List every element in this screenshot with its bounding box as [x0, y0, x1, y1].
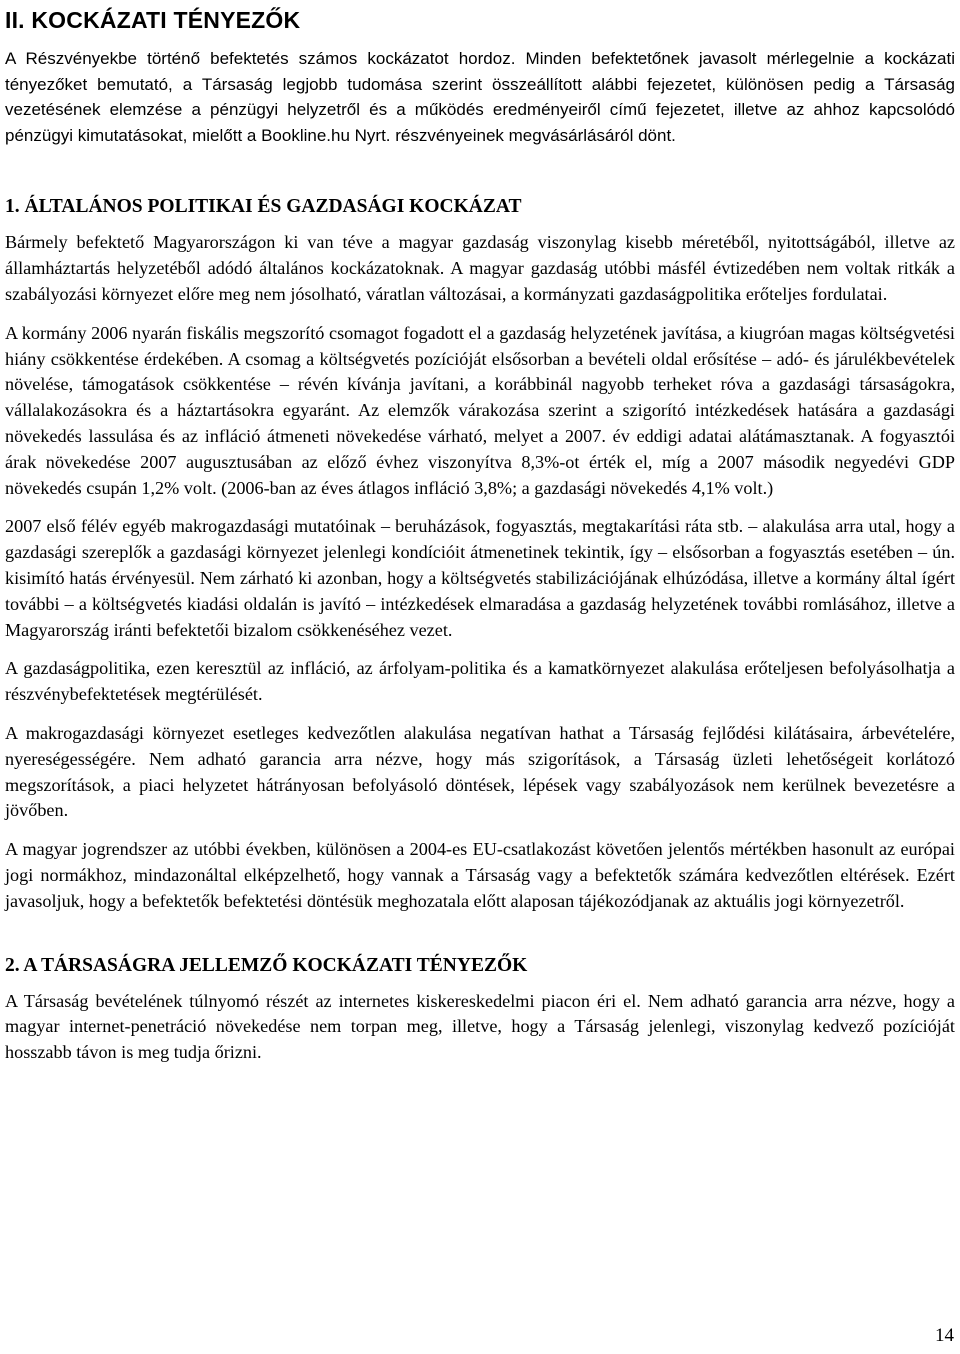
section-1-paragraph: A magyar jogrendszer az utóbbi években, különösen a 2004-es EU-csatlakozást követően jelentős mértékben hasonult az európai jogi normákhoz, mindazonáltal elképzelhető, hogy vannak a Társaság vagy a befektetők számára kedvezőtlen eltérések. Ezért javasoljuk, hogy a befektetők befektetési döntésük meghozatala előtt alaposan tájékozódjanak az aktuális jogi környezetről. [5, 839, 955, 911]
chapter-intro: A Részvényekbe történő befektetés számos kockázatot hordoz. Minden befektetőnek javasolt mérlegelnie a kockázati tényezőket bemutató, a Társaság legjobb tudomása szerint összeállított alábbi fejezetet, különösen pedig a Társaság vezetésének elemzése a pénzügyi helyzetről és a működés eredményeiről című fejezetet, illetve az ahhoz kapcsolódó pénzügyi kimutatásokat, mielőtt a Bookline.hu Nyrt. részvényeinek megvásárlásáról dönt. [5, 49, 955, 145]
section-1-paragraph: A gazdaságpolitika, ezen keresztül az infláció, az árfolyam-politika és a kamatkörnyezet alakulása erőteljesen befolyásolhatja a részvénybefektetések megtérülését. [5, 658, 955, 705]
section-1-paragraph: 2007 első félév egyéb makrogazdasági mutatóinak – beruházások, fogyasztás, megtakarítási ráta stb. – alakulása arra utal, hogy a gazdasági szereplők a gazdasági környezet jelenlegi kondícióit átmenetinek tekintik, így – elsősorban a fogyasztás esetében – ún. kisimító hatás érvényesül. Nem zárható ki azonban, hogy a költségvetés stabilizációjának elhúzódása, illetve a kormány által ígért további – a költségvetés kiadási oldalán is javító – intézkedések elmaradása a gazdaság helyzetének további romlásához, illetve a Magyarország iránti befektetői bizalom csökkenéséhez vezet. [5, 516, 955, 640]
section-2-paragraph: A Társaság bevételének túlnyomó részét az internetes kiskereskedelmi piacon éri el. Nem adható garancia arra nézve, hogy a magyar internet-penetráció növekedése nem torpan meg, illetve, hogy a Társaság jelenlegi, viszonylag kedvező pozícióját hosszabb távon is meg tudja őrizni. [5, 990, 955, 1063]
document-page [5, 0, 955, 1066]
section-1-paragraph: Bármely befektető Magyarországon ki van téve a magyar gazdaság viszonylag kisebb méretéből, nyitottságából, illetve az államháztartás helyzetéből adódó általános kockázatoknak. A magyar gazdaság utóbbi másfél évtizedében nem voltak ritkák a szabályozási környezet előre meg nem jósolható, váratlan változásai, a kormányzati gazdaságpolitika erőteljes fordulatai. [5, 232, 955, 304]
section-1-paragraph: A makrogazdasági környezet esetleges kedvezőtlen alakulása negatívan hathat a Társaság fejlődési kilátásaira, árbevételére, nyereségességére. Nem adható garancia arra nézve, hogy más szigorítások, a Társaság üzleti lehetőségeit korlátozó megszorítások, a piaci helyzetet hátrányosan befolyásoló döntések, lépések vagy szabályozások nem kerülnek bevezetésre a jövőben. [5, 722, 955, 821]
section-1-title: 1. ÁLTALÁNOS POLITIKAI ÉS GAZDASÁGI KOCKÁZAT [5, 196, 522, 218]
section-2-title: 2. A TÁRSASÁGRA JELLEMZŐ KOCKÁZATI TÉNYEZŐK [5, 954, 528, 976]
section-1-paragraph: A kormány 2006 nyarán fiskális megszorító csomagot fogadott el a gazdaság helyzetének javítása, a kiugróan magas költségvetési hiány csökkentése érdekében. A csomag a költségvetés pozícióját elsősorban a bevételi oldal erősítése – adó- és járulékbevételek növelése, támogatások csökkentése – révén kívánja javítani, a korábbinál nagyobb terheket róva a gazdasági társaságokra, vállalakozásokra és a háztartásokra egyaránt. Az elemzők várakozása szerint a szigorító intézkedések hatására a gazdasági növekedés lassulása és az infláció átmeneti növekedése várható, melyet a 2007. év eddigi adatai alátámasztanak. A fogyasztói árak növekedése 2007 augusztusában az előző évhez viszonyítva 8,3%-ot érték el, míg a 2007 második negyedévi GDP növekedés csupán 1,2% volt. (2006-ban az éves átlagos infláció 3,8%; a gazdasági növekedés 4,1% volt.) [5, 322, 955, 498]
chapter-title: II. KOCKÁZATI TÉNYEZŐK [5, 7, 301, 33]
page-number: 14 [935, 1325, 954, 1346]
